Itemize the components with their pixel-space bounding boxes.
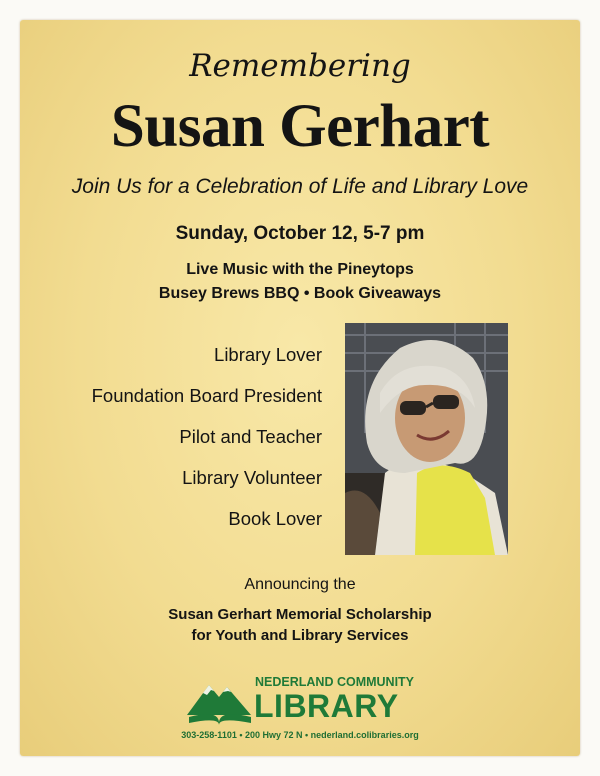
event-subtitle: Join Us for a Celebration of Life and Library Love (71, 175, 529, 198)
event-food-giveaways: Busey Brews BBQ • Book Giveaways (158, 285, 442, 302)
logo-line1: NEDERLAND COMMUNITY (255, 675, 415, 689)
roles-list (92, 340, 322, 545)
event-music: Live Music with the Pineytops (186, 261, 414, 278)
mountain-book-icon (185, 677, 255, 725)
library-logo (185, 675, 425, 725)
flyer-page (20, 20, 580, 756)
portrait-photo (345, 323, 508, 555)
role-item: Library Volunteer (182, 467, 322, 488)
scholarship-subtitle: for Youth and Library Services (191, 627, 409, 644)
role-item: Library Lover (214, 344, 322, 365)
event-date: Sunday, October 12, 5-7 pm (175, 223, 425, 244)
role-item: Foundation Board President (91, 385, 322, 406)
contact-line: 303-258-1101 • 200 Hwy 72 N • nederland.colibraries.org (181, 730, 419, 740)
remembering-heading: Remembering (189, 48, 411, 84)
scholarship-title: Susan Gerhart Memorial Scholarship (168, 606, 432, 623)
logo-line2: LIBRARY (254, 688, 399, 724)
role-item: Pilot and Teacher (179, 426, 322, 447)
honoree-name: Susan Gerhart (110, 93, 490, 160)
role-item: Book Lover (228, 508, 322, 529)
scholarship-announce: Announcing the (244, 576, 356, 593)
